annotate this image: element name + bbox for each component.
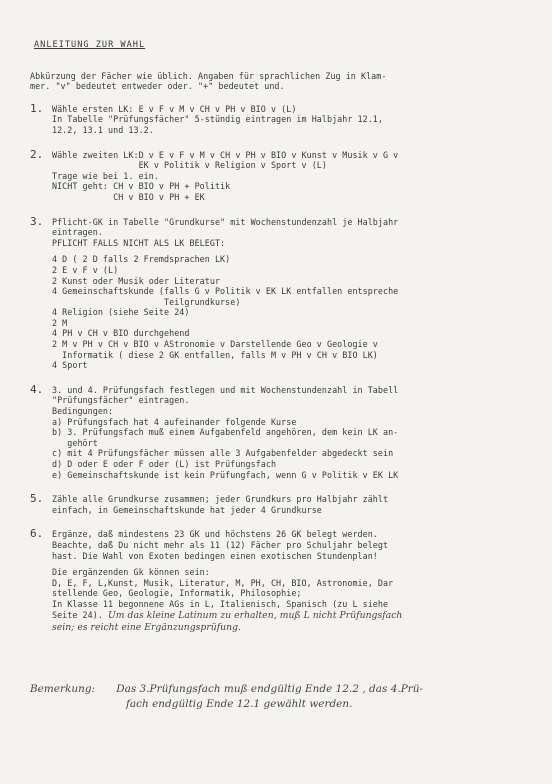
section-2 (30, 147, 538, 203)
intro-paragraph (30, 71, 538, 92)
section-5 (30, 494, 538, 515)
section-line: EK v Politik v Religion v Sport v (L) (52, 160, 327, 171)
section-line: 4 PH v CH v BIO durchgehend (52, 328, 190, 339)
section-line: 3. und 4. Prüfungsfach festlegen und mit Wochenstundenzahl in Tabell (52, 384, 399, 395)
section-line: d) D oder E oder F oder (L) ist Prüfungsfach (52, 459, 277, 469)
section-line-with-handwriting (52, 610, 538, 622)
section-line: Wähle zweiten LK:D v E v F v M v CH v PH v BIO v Kunst v Musik v G v (52, 149, 399, 160)
section-line: 12.2, 13.1 und 13.2. (52, 124, 154, 135)
section-line: a) Prüfungsfach hat 4 aufeinander folgende Kurse (52, 416, 297, 427)
section-line: Trage wie bei 1. ein. (52, 170, 159, 181)
section-number: 2. (30, 147, 44, 161)
section-3 (30, 214, 538, 371)
section-number: 5. (30, 492, 44, 506)
section-1 (30, 101, 538, 136)
section-4 (30, 382, 538, 480)
section-line: Die ergänzenden Gk können sein: (52, 567, 210, 578)
intro-line: Abkürzung der Fächer wie üblich. Angaben für sprachlichen Zug in Klam- (30, 70, 387, 81)
section-line: 4 D ( 2 D falls 2 Fremdsprachen LK) (52, 254, 231, 265)
section-line: Pflicht-GK in Tabelle "Grundkurse" mit Wochenstundenzahl je Halbjahr (52, 216, 399, 227)
section-line: Wähle ersten LK: E v F v M v CH v PH v BIO v (L) (52, 103, 297, 114)
section-number: 6. (30, 527, 44, 541)
section-line: Bedingungen: (52, 406, 114, 417)
handwritten-note: sein; es reicht eine Ergänzungsprüfung. (52, 621, 242, 633)
section-line: stellende Geo, Geologie, Informatik, Philosophie; (52, 588, 302, 599)
section-line: hast. Die Wahl von Exoten bedingen einen exotischen Stundenplan! (52, 550, 378, 561)
handwritten-remark (30, 682, 540, 712)
section-line: 2 M v PH v CH v BIO v AStronomie v Darstellende Geo v Geologie v (52, 339, 378, 350)
intro-line: mer. "v" bedeutet entweder oder. "+" bedeutet und. (30, 81, 285, 92)
section-line: 4 Sport (52, 360, 88, 371)
section-line: "Prüfungsfächer" eintragen. (52, 395, 190, 406)
remark-line: Das 3.Prüfungsfach muß endgültig Ende 12.2 , das 4.Prü- (116, 683, 424, 695)
remark-label: Bemerkung: (30, 683, 96, 695)
section-line: 4 Gemeinschaftskunde (falls G v Politik v EK LK entfallen entspreche (52, 286, 399, 297)
section-line: CH v BIO v PH + EK (52, 191, 205, 202)
section-line: e) Gemeinschaftskunde ist kein Prüfungfach, wenn G v Politik v EK LK (52, 469, 399, 480)
section-number: 4. (30, 382, 44, 396)
section-line: Zähle alle Grundkurse zusammen; jeder Grundkurs pro Halbjahr zählt (52, 494, 389, 505)
section-line: 2 Kunst oder Musik oder Literatur (52, 275, 221, 286)
section-line: 4 Religion (siehe Seite 24) (52, 307, 190, 318)
document-title: ANLEITUNG ZUR WAHL (34, 40, 146, 50)
section-line: In Klasse 11 begonnene AGs in L, Italienisch, Spanisch (zu L siehe (52, 598, 389, 609)
remark-line: fach endgültig Ende 12.1 gewählt werden. (126, 698, 353, 710)
section-line: Teilgrundkurse) (52, 296, 241, 307)
section-line: b) 3. Prüfungsfach muß einem Aufgabenfeld angehören, dem kein LK an- (52, 427, 399, 438)
section-6 (30, 529, 538, 633)
handwritten-note: Um das kleine Latinum zu erhalten, muß L nicht Prüfungsfach (108, 609, 403, 621)
section-line: 2 M (52, 317, 68, 328)
section-line: 2 E v F v (L) (52, 264, 119, 275)
section-line: D, E, F, L,Kunst, Musik, Literatur, M, PH, CH, BIO, Astronomie, Dar (52, 577, 394, 588)
section-line: gehört (52, 437, 98, 448)
section-number: 3. (30, 214, 44, 228)
section-line: einfach, in Gemeinschaftskunde hat jeder 4 Grundkurse (52, 504, 322, 515)
section-line: eintragen. (52, 227, 103, 238)
section-line: PFLICHT FALLS NICHT ALS LK BELEGT: (52, 237, 226, 248)
section-line: Informatik ( diese 2 GK entfallen, falls M v PH v CH v BIO LK) (52, 349, 378, 360)
section-line: Beachte, daß Du nicht mehr als 11 (12) Fächer pro Schuljahr belegt (52, 539, 389, 550)
section-number: 1. (30, 101, 44, 115)
section-line: NICHT geht: CH v BIO v PH + Politik (52, 181, 231, 192)
section-line: Seite 24). (52, 609, 103, 620)
section-line: c) mit 4 Prüfungsfächer müssen alle 3 Aufgabenfelder abgedeckt sein (52, 448, 394, 459)
section-line: Ergänze, daß mindestens 23 GK und höchstens 26 GK belegt werden. (52, 529, 378, 540)
section-line: In Tabelle "Prüfungsfächer" 5-stündig eintragen im Halbjahr 12.1, (52, 114, 383, 125)
